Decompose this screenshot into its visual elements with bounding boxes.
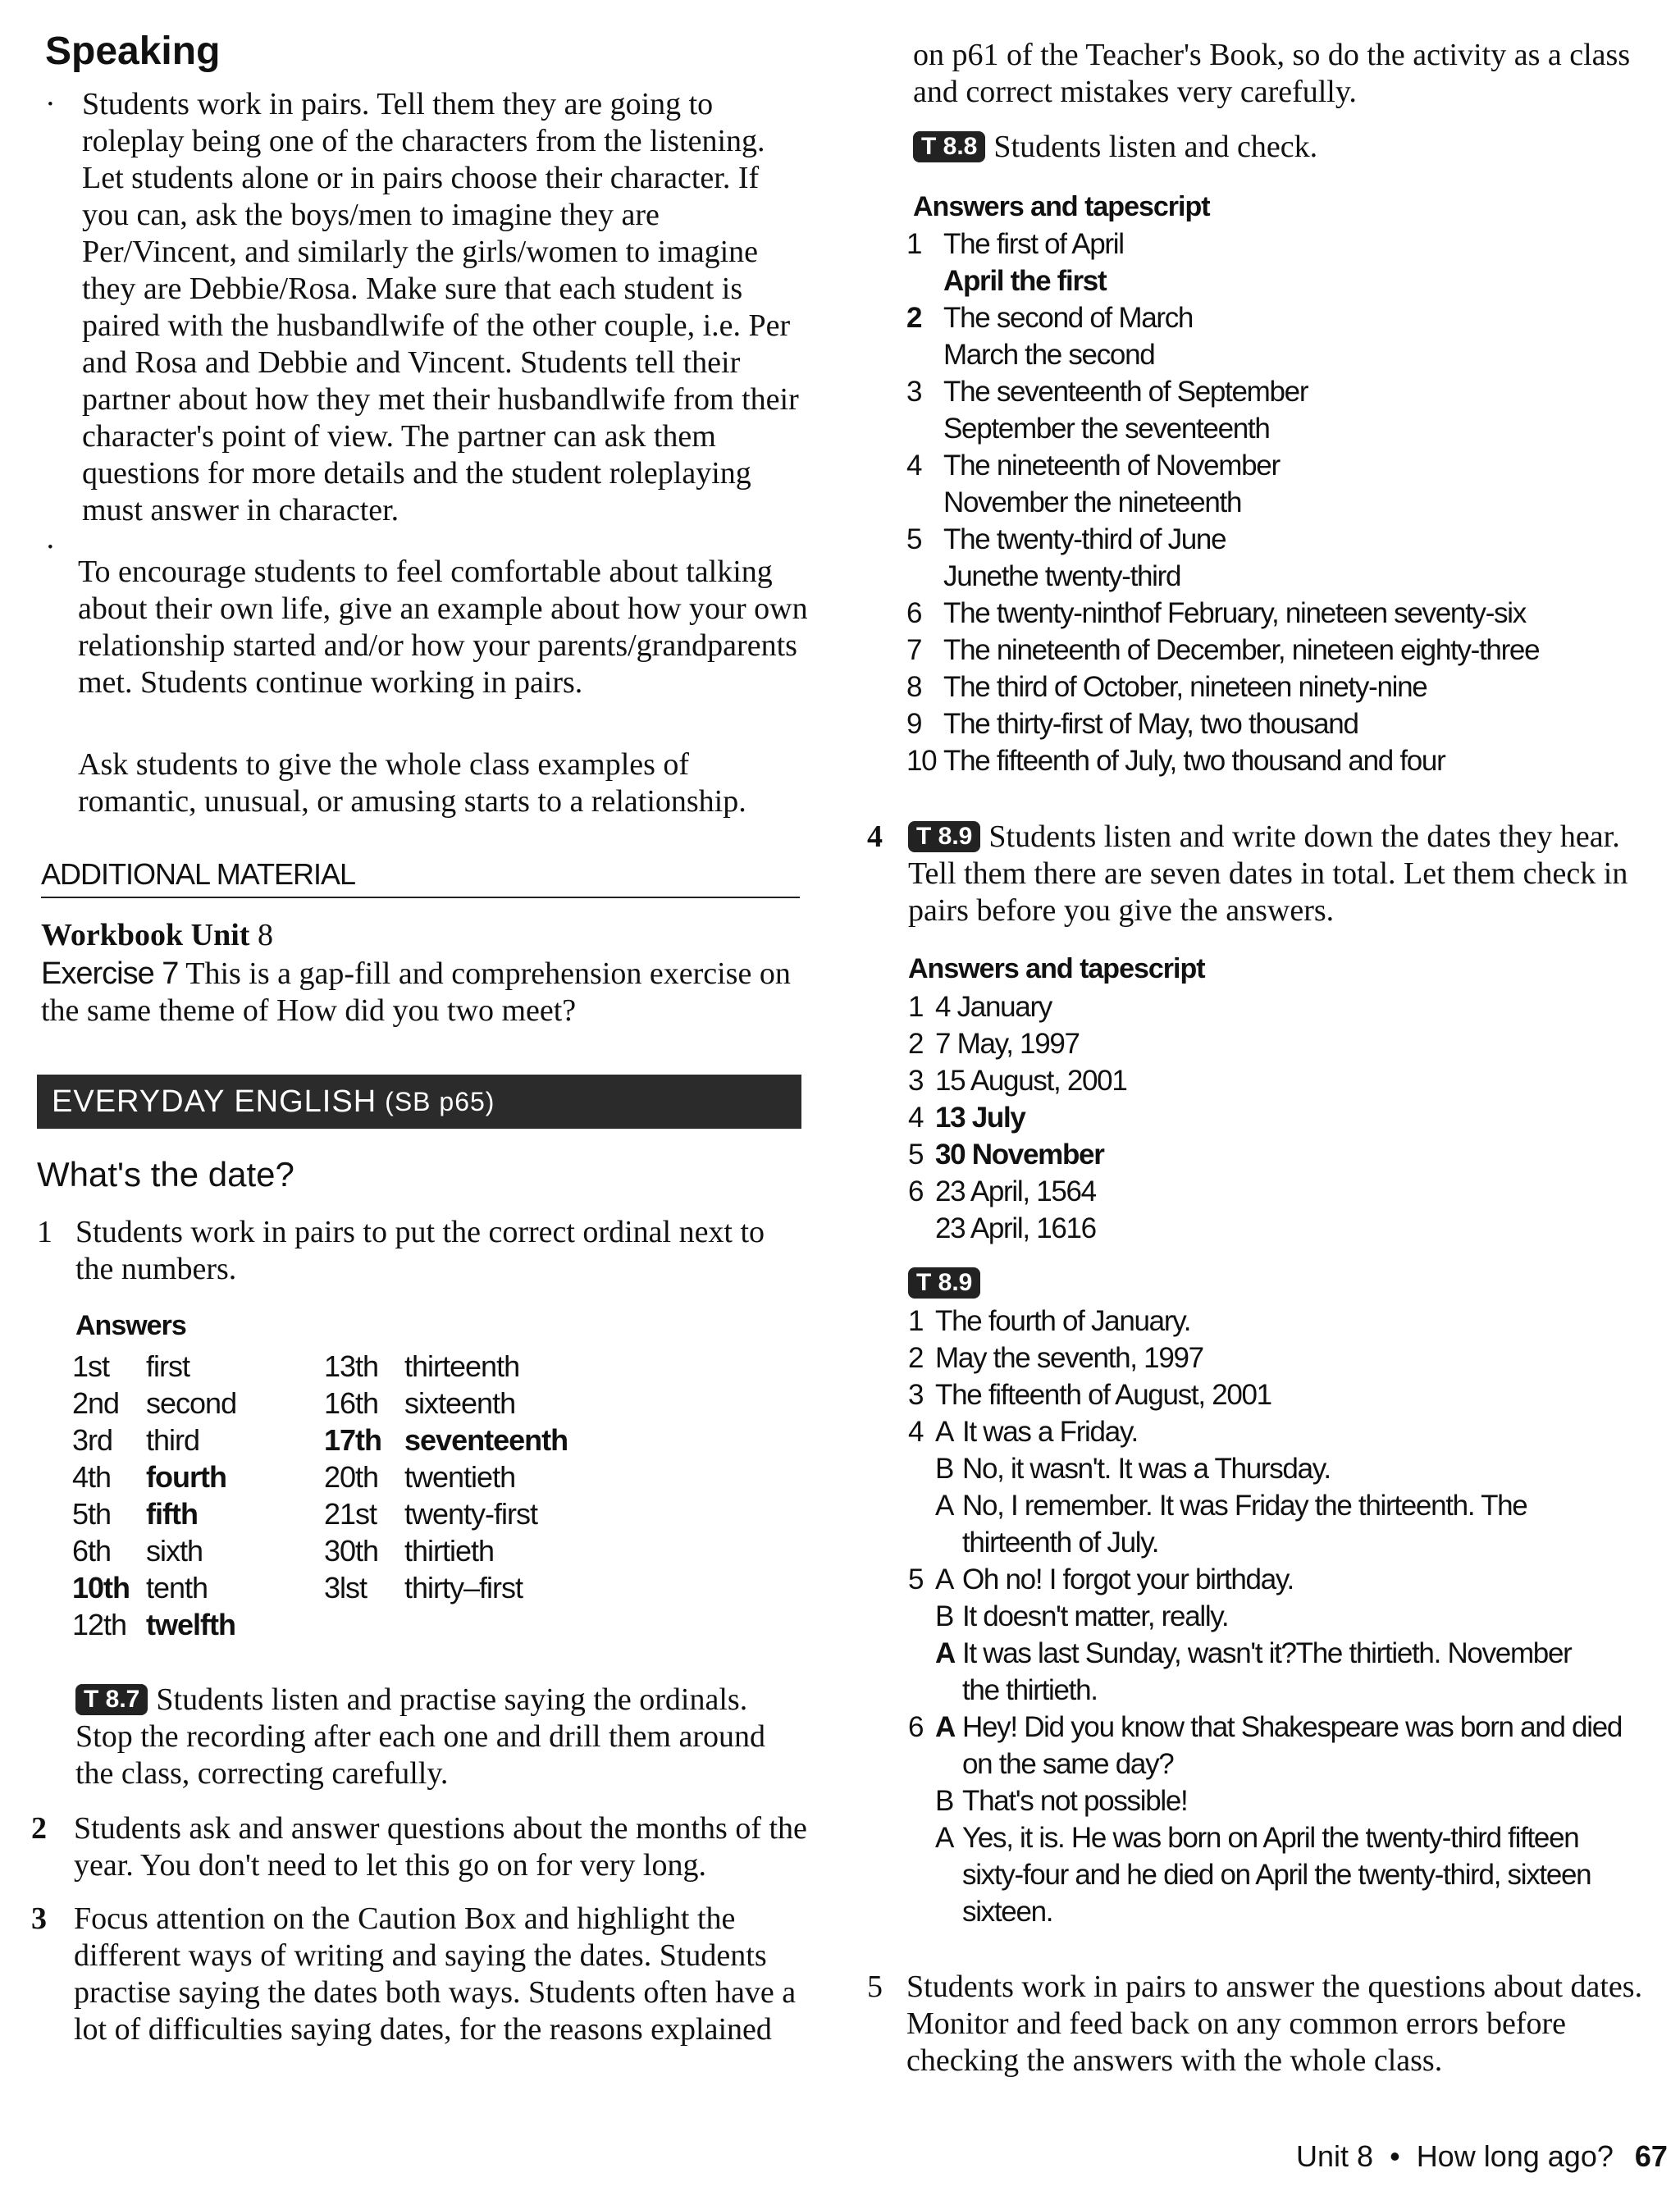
list-item: 23 April, 1616 [935, 1212, 1096, 1244]
list-item: 1 4 January [908, 991, 1052, 1023]
item-number-4: 4 [867, 819, 883, 854]
list-item: thirteenth of July. [962, 1527, 1159, 1559]
ordinal-row: 13th thirteenth [324, 1349, 520, 1383]
speaking-paragraph-1: Students work in pairs. Tell them they are going to roleplay being one of the characters from the listening. Let students alone or in pairs choose their character. If you can, ask the boys/men to imagine they are Per/Vincent, and similarly the girls/women to imagine they are Debbie/Rosa. Make sure that each student is paired with the husbandlwife of the other couple, i.e. Per and Rosa and Debbie and Vincent. Students tell their partner about how they met their husbandlwife from their character's point of view. The partner can ask them questions for more details and the student roleplaying must answer in character. [82, 87, 799, 527]
list-item: 10 The fifteenth of July, two thousand and four [906, 745, 1445, 777]
footer-title: How long ago? [1416, 2139, 1614, 2173]
item-number-2: 2 [31, 1811, 47, 1846]
list-item: 6 The twenty-ninthof February, nineteen seventy-six [906, 597, 1526, 629]
t89-badge-row [908, 1267, 988, 1299]
everyday-english-title: EVERYDAY ENGLISH [52, 1084, 377, 1119]
item-2-text: Students ask and answer questions about the months of the year. You don't need to let this go on for very long. [74, 1811, 807, 1883]
list-item: 2 May the seventh, 1997 [908, 1342, 1203, 1374]
workbook-heading [41, 917, 273, 954]
list-item: 8 The third of October, nineteen ninety-nine [906, 671, 1427, 703]
ordinal-row: 30th thirtieth [324, 1534, 495, 1568]
list-item: 6 A Hey! Did you know that Shakespeare was born and died [908, 1711, 1623, 1743]
workbook-label: Workbook Unit [41, 918, 250, 952]
list-item: March the second [943, 339, 1155, 371]
ordinal-row: 12th twelfth [72, 1608, 235, 1641]
dates-answer-list [906, 226, 1539, 779]
everyday-english-banner [37, 1075, 801, 1129]
list-item: 4 The nineteenth of November [906, 450, 1280, 482]
workbook-number: 8 [257, 918, 273, 952]
whats-the-date-heading: What's the date? [37, 1155, 294, 1194]
list-item: 4 A It was a Friday. [908, 1416, 1138, 1448]
list-item: 5 A Oh no! I forgot your birthday. [908, 1563, 1294, 1595]
heard-dates-list [908, 988, 1127, 1247]
exercise-label: Exercise 7 [41, 956, 179, 991]
ordinal-row: 3rd third [72, 1423, 200, 1457]
answers-tapescript-heading-2: Answers and tapescript [908, 953, 1205, 984]
ordinal-row: 3lst thirty–first [324, 1571, 523, 1604]
ordinal-row: 21st twenty-first [324, 1497, 538, 1531]
ordinals-table-left [72, 1348, 236, 1643]
speaking-paragraph-2: To encourage students to feel comfortable about talking about their own life, give an example about how your own relationship started and/or how your parents/grandparents met. Students continue working in pairs. [78, 555, 808, 700]
list-item: April the first [943, 265, 1107, 297]
list-item: September the seventeenth [943, 413, 1270, 445]
bullet-dot: · [45, 530, 56, 564]
list-item: 3 The seventeenth of September [906, 376, 1308, 408]
answers-tapescript-heading: Answers and tapescript [913, 191, 1210, 222]
ordinals-table-right [324, 1348, 568, 1606]
tapescript-badge-t89: T 8.9 [908, 821, 980, 852]
item-4-text [908, 819, 1663, 929]
list-item: A It was last Sunday, wasn't it?The thirtieth. November [935, 1637, 1572, 1669]
everyday-english-ref: (SB p65) [385, 1086, 495, 1116]
t87-text: Students listen and practise saying the ordinals. Stop the recording after each one and drill them around the class, correcting carefully. [75, 1682, 765, 1791]
t87-paragraph [75, 1682, 806, 1792]
speaking-heading: Speaking [45, 30, 221, 73]
list-item: 2 The second of March [906, 302, 1194, 334]
list-item: B It doesn't matter, really. [935, 1600, 1229, 1632]
ordinal-row: 5th fifth [72, 1497, 198, 1531]
ordinal-row: 17th seventeenth [324, 1423, 568, 1457]
list-item: Junethe twenty-third [943, 560, 1181, 592]
list-item: 6 23 April, 1564 [908, 1175, 1096, 1207]
ordinal-row: 1st first [72, 1349, 189, 1383]
answers-heading: Answers [75, 1310, 186, 1341]
item-number-3: 3 [31, 1901, 47, 1936]
list-item: 1 The fourth of January. [908, 1305, 1191, 1337]
list-item: 1 The first of April [906, 228, 1124, 260]
list-item: A No, I remember. It was Friday the thirteenth. The [935, 1490, 1527, 1522]
list-item: A Yes, it is. He was born on April the twenty-third fifteen [935, 1822, 1579, 1854]
ordinal-row: 16th sixteenth [324, 1386, 516, 1420]
item-5-text: Students work in pairs to answer the questions about dates. Monitor and feed back on any common errors before checking the answers with the whole class. [906, 1970, 1643, 2078]
ordinal-row: 6th sixth [72, 1534, 203, 1568]
list-item: on the same day? [962, 1748, 1174, 1780]
item-number-1: 1 [37, 1215, 52, 1249]
item-number-5: 5 [867, 1970, 883, 2004]
item-3-text: Focus attention on the Caution Box and highlight the different ways of writing and saying the dates. Students practise saying the dates both ways. Students often have a lot of difficulties saying dates, for the reasons explained [74, 1901, 797, 2047]
exercise-note [41, 956, 796, 1029]
page-footer [1296, 2139, 1668, 2174]
ordinal-row: 20th twentieth [324, 1460, 516, 1494]
footer-separator: • [1390, 2139, 1400, 2173]
tapescript-badge-t88: T 8.8 [913, 131, 985, 162]
continued-text: on p61 of the Teacher's Book, so do the activity as a class and correct mistakes very carefully. [913, 38, 1631, 109]
list-item: 7 The nineteenth of December, nineteen eighty-three [906, 634, 1540, 666]
list-item: sixty-four and he died on April the twenty-third, sixteen [962, 1859, 1591, 1891]
ordinal-row: 10th tenth [72, 1571, 208, 1604]
speaking-paragraph-3: Ask students to give the whole class examples of romantic, unusual, or amusing starts to a relationship. [78, 747, 746, 819]
t88-text: Students listen and check. [993, 130, 1318, 164]
item-1-text: Students work in pairs to put the correct ordinal next to the numbers. [75, 1215, 765, 1286]
footer-unit: Unit 8 [1296, 2139, 1374, 2173]
list-item: 5 The twenty-third of June [906, 523, 1226, 555]
list-item: 9 The thirty-first of May, two thousand [906, 708, 1358, 740]
list-item: 4 13 July [908, 1102, 1025, 1134]
additional-material-heading: ADDITIONAL MATERIAL [41, 857, 356, 891]
list-item: 3 The fifteenth of August, 2001 [908, 1379, 1271, 1411]
list-item: 2 7 May, 1997 [908, 1028, 1080, 1060]
section-divider [41, 897, 800, 898]
list-item: 3 15 August, 2001 [908, 1065, 1127, 1097]
list-item: 5 30 November [908, 1139, 1104, 1171]
list-item: B No, it wasn't. It was a Thursday. [935, 1453, 1331, 1485]
list-item: B That's not possible! [935, 1785, 1188, 1817]
tapescript-badge-t89-2: T 8.9 [908, 1267, 980, 1299]
tapescript-list [908, 1303, 1622, 1930]
page-number: 67 [1634, 2139, 1668, 2173]
exercise-text: This is a gap-fill and comprehension exercise on the same theme of How did you two meet? [41, 956, 791, 1028]
tapescript-badge-t87: T 8.7 [75, 1684, 148, 1715]
bullet-dot: · [45, 87, 56, 121]
list-item: the thirtieth. [962, 1674, 1098, 1706]
list-item: November the nineteenth [943, 486, 1242, 518]
t88-paragraph [913, 129, 1664, 166]
ordinal-row: 4th fourth [72, 1460, 226, 1494]
ordinal-row: 2nd second [72, 1386, 237, 1420]
list-item: sixteen. [962, 1896, 1053, 1928]
item-4-body: Students listen and write down the dates they hear. Tell them there are seven dates in total. Let them check in pairs before you give the answers. [908, 819, 1628, 928]
